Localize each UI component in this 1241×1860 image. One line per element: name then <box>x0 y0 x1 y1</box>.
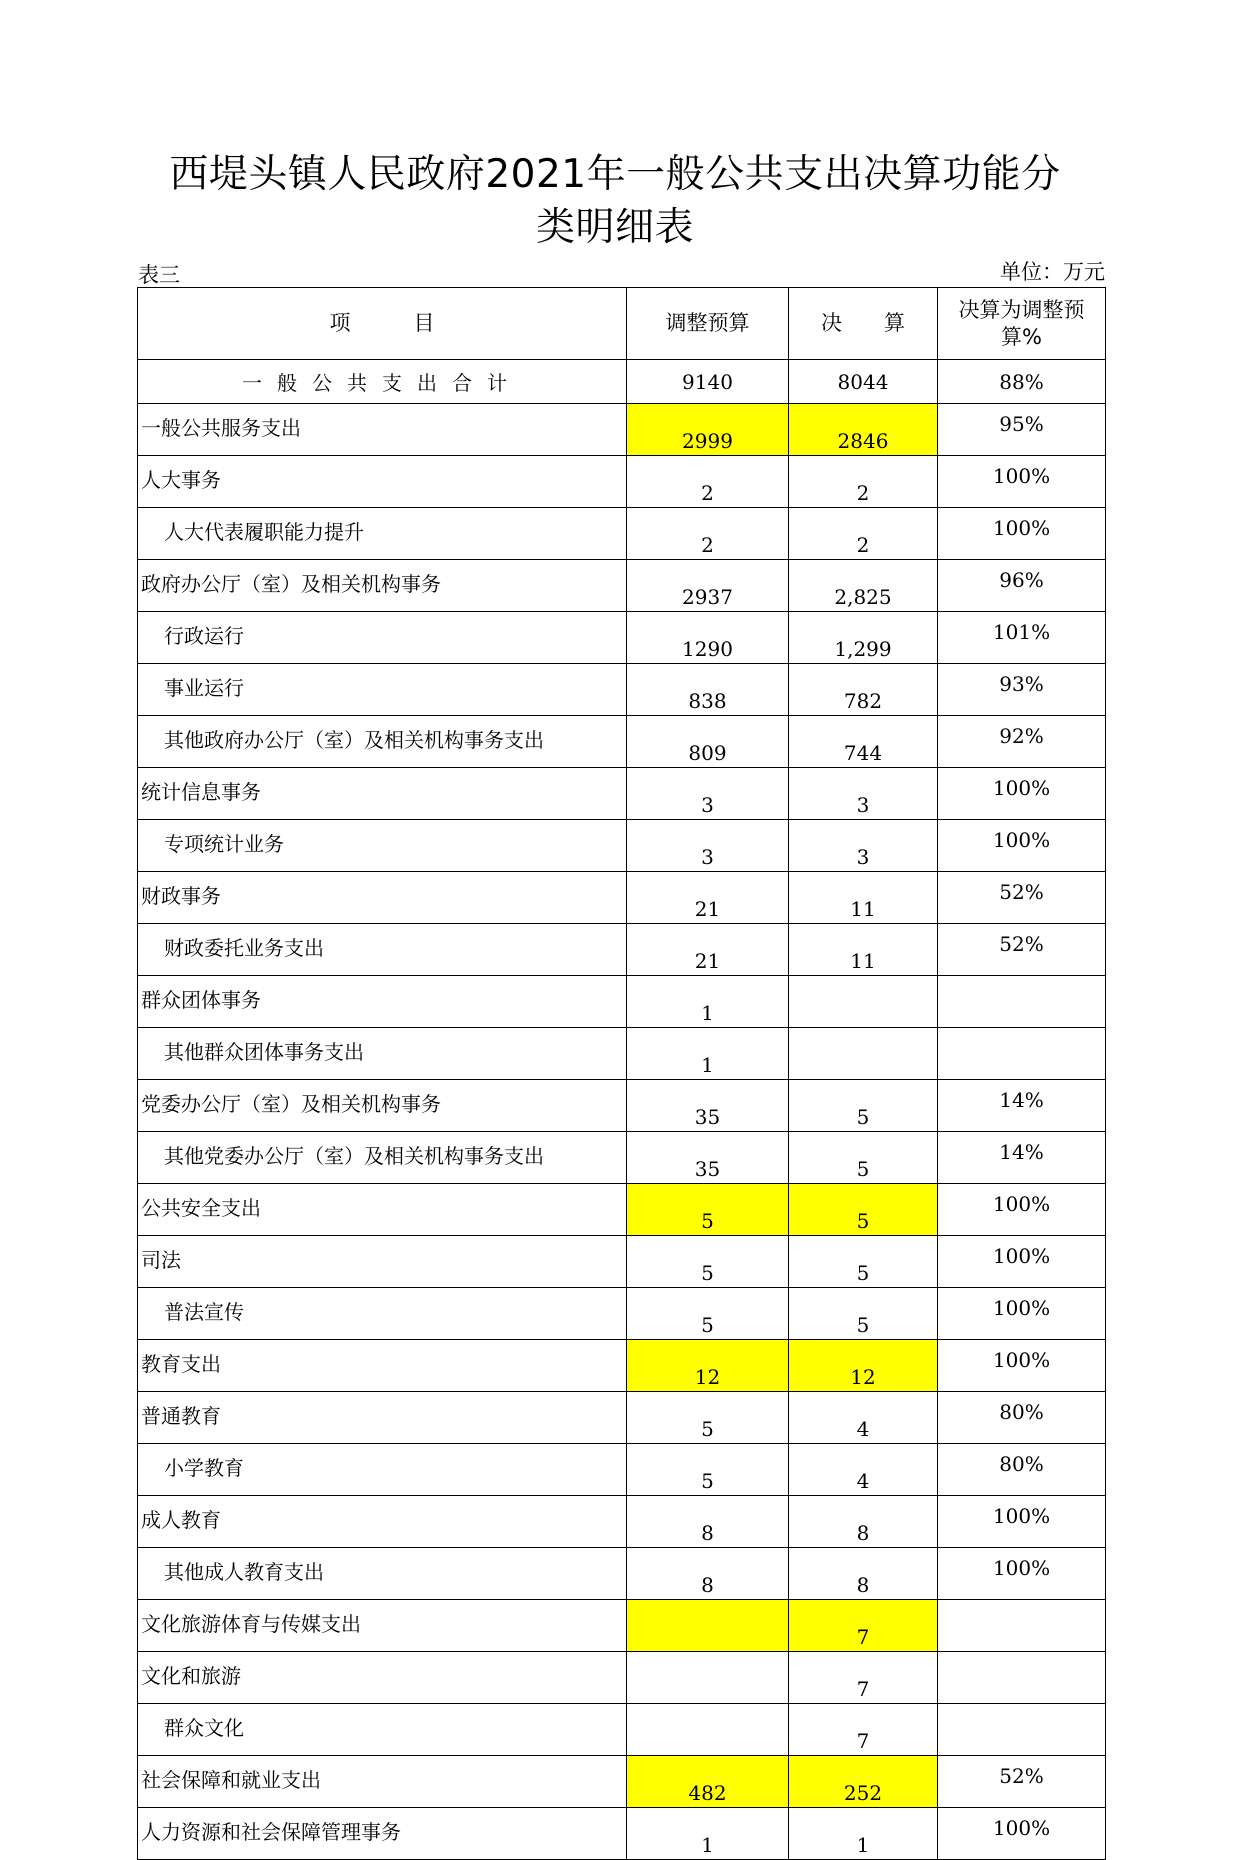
row-final: 7 <box>789 1704 938 1756</box>
row-budget: 8 <box>627 1548 789 1600</box>
row-budget: 5 <box>627 1444 789 1496</box>
table-row <box>138 1288 1106 1340</box>
row-name: 司法 <box>138 1236 627 1288</box>
row-name: 公共安全支出 <box>138 1184 627 1236</box>
row-name: 普通教育 <box>138 1392 627 1444</box>
row-ratio: 100% <box>938 508 1106 560</box>
row-final <box>789 976 938 1028</box>
row-final: 11 <box>789 872 938 924</box>
row-budget: 1 <box>627 1028 789 1080</box>
header-row <box>138 288 1106 360</box>
row-ratio: 100% <box>938 768 1106 820</box>
table-row <box>138 1184 1106 1236</box>
row-final: 8 <box>789 1496 938 1548</box>
row-ratio <box>938 976 1106 1028</box>
row-name: 成人教育 <box>138 1496 627 1548</box>
row-name: 财政委托业务支出 <box>138 924 627 976</box>
table-number: 表三 <box>138 263 180 287</box>
row-budget: 35 <box>627 1132 789 1184</box>
row-final: 4 <box>789 1444 938 1496</box>
total-final: 8044 <box>789 360 938 404</box>
row-ratio: 14% <box>938 1080 1106 1132</box>
table-row <box>138 664 1106 716</box>
table-row <box>138 1028 1106 1080</box>
row-budget: 5 <box>627 1288 789 1340</box>
row-name: 专项统计业务 <box>138 820 627 872</box>
row-ratio: 100% <box>938 1184 1106 1236</box>
row-name: 行政运行 <box>138 612 627 664</box>
table-row <box>138 820 1106 872</box>
row-budget <box>627 1652 789 1704</box>
row-name: 统计信息事务 <box>138 768 627 820</box>
row-ratio: 80% <box>938 1392 1106 1444</box>
table-row <box>138 456 1106 508</box>
row-budget: 809 <box>627 716 789 768</box>
row-ratio: 52% <box>938 924 1106 976</box>
table-row <box>138 404 1106 456</box>
row-budget: 1 <box>627 976 789 1028</box>
row-name: 一般公共服务支出 <box>138 404 627 456</box>
row-final: 744 <box>789 716 938 768</box>
row-final: 5 <box>789 1184 938 1236</box>
table-row <box>138 508 1106 560</box>
table-row <box>138 1652 1106 1704</box>
row-budget <box>627 1704 789 1756</box>
header-ratio <box>938 288 1106 360</box>
row-final: 2 <box>789 508 938 560</box>
table-row <box>138 1444 1106 1496</box>
row-budget: 2999 <box>627 404 789 456</box>
row-budget: 8 <box>627 1496 789 1548</box>
table-row <box>138 1548 1106 1600</box>
row-name: 社会保障和就业支出 <box>138 1756 627 1808</box>
table-row <box>138 612 1106 664</box>
row-budget: 2 <box>627 508 789 560</box>
table-row <box>138 1808 1106 1860</box>
row-budget: 1290 <box>627 612 789 664</box>
row-ratio: 100% <box>938 456 1106 508</box>
budget-table <box>137 287 1106 1860</box>
row-ratio: 96% <box>938 560 1106 612</box>
header-budget: 调整预算 <box>627 288 789 360</box>
row-ratio: 52% <box>938 1756 1106 1808</box>
row-ratio <box>938 1600 1106 1652</box>
row-budget: 5 <box>627 1184 789 1236</box>
row-name: 党委办公厅（室）及相关机构事务 <box>138 1080 627 1132</box>
row-ratio: 100% <box>938 1496 1106 1548</box>
row-final: 7 <box>789 1600 938 1652</box>
row-final: 782 <box>789 664 938 716</box>
table-row <box>138 1340 1106 1392</box>
total-name: 一般公共支出合计 <box>138 360 627 404</box>
total-row <box>138 360 1106 404</box>
title-line-2: 类明细表 <box>535 205 694 250</box>
row-ratio: 95% <box>938 404 1106 456</box>
header-item: 项 目 <box>138 288 627 360</box>
row-budget <box>627 1600 789 1652</box>
row-name: 人大代表履职能力提升 <box>138 508 627 560</box>
row-ratio: 92% <box>938 716 1106 768</box>
row-ratio <box>938 1652 1106 1704</box>
row-name: 财政事务 <box>138 872 627 924</box>
row-ratio: 100% <box>938 1548 1106 1600</box>
row-final: 3 <box>789 820 938 872</box>
row-ratio: 100% <box>938 1236 1106 1288</box>
table-row <box>138 1704 1106 1756</box>
row-name: 政府办公厅（室）及相关机构事务 <box>138 560 627 612</box>
row-ratio: 80% <box>938 1444 1106 1496</box>
table-row <box>138 768 1106 820</box>
row-final <box>789 1028 938 1080</box>
row-ratio: 100% <box>938 1808 1106 1860</box>
table-row <box>138 1756 1106 1808</box>
row-final: 252 <box>789 1756 938 1808</box>
page-title <box>120 148 1110 254</box>
header-ratio-line-1: 决算为调整预 <box>958 297 1085 322</box>
row-name: 其他成人教育支出 <box>138 1548 627 1600</box>
row-ratio: 101% <box>938 612 1106 664</box>
row-final: 7 <box>789 1652 938 1704</box>
title-line-1: 西堤头镇人民政府2021年一般公共支出决算功能分 <box>169 152 1061 197</box>
row-budget: 838 <box>627 664 789 716</box>
row-budget: 35 <box>627 1080 789 1132</box>
row-budget: 21 <box>627 872 789 924</box>
row-budget: 2937 <box>627 560 789 612</box>
table-row <box>138 924 1106 976</box>
table-row <box>138 976 1106 1028</box>
table-row <box>138 872 1106 924</box>
row-name: 群众文化 <box>138 1704 627 1756</box>
row-budget: 12 <box>627 1340 789 1392</box>
unit-label: 单位：万元 <box>1000 260 1105 284</box>
row-name: 人大事务 <box>138 456 627 508</box>
row-ratio: 100% <box>938 1288 1106 1340</box>
row-final: 12 <box>789 1340 938 1392</box>
row-budget: 2 <box>627 456 789 508</box>
total-budget: 9140 <box>627 360 789 404</box>
row-name: 文化旅游体育与传媒支出 <box>138 1600 627 1652</box>
row-ratio: 14% <box>938 1132 1106 1184</box>
row-final: 2846 <box>789 404 938 456</box>
row-name: 小学教育 <box>138 1444 627 1496</box>
row-budget: 1 <box>627 1808 789 1860</box>
row-final: 3 <box>789 768 938 820</box>
row-name: 文化和旅游 <box>138 1652 627 1704</box>
row-name: 普法宣传 <box>138 1288 627 1340</box>
row-final: 5 <box>789 1080 938 1132</box>
row-budget: 482 <box>627 1756 789 1808</box>
row-name: 其他政府办公厅（室）及相关机构事务支出 <box>138 716 627 768</box>
row-name: 人力资源和社会保障管理事务 <box>138 1808 627 1860</box>
row-final: 5 <box>789 1236 938 1288</box>
row-final: 5 <box>789 1132 938 1184</box>
row-ratio: 93% <box>938 664 1106 716</box>
header-final: 决 算 <box>789 288 938 360</box>
row-name: 教育支出 <box>138 1340 627 1392</box>
table-row <box>138 1392 1106 1444</box>
table-row <box>138 1600 1106 1652</box>
row-budget: 21 <box>627 924 789 976</box>
table-row <box>138 716 1106 768</box>
table-row <box>138 1080 1106 1132</box>
row-name: 其他党委办公厅（室）及相关机构事务支出 <box>138 1132 627 1184</box>
row-final: 1 <box>789 1808 938 1860</box>
row-budget: 3 <box>627 820 789 872</box>
row-budget: 3 <box>627 768 789 820</box>
row-budget: 5 <box>627 1236 789 1288</box>
row-final: 5 <box>789 1288 938 1340</box>
row-ratio <box>938 1704 1106 1756</box>
row-ratio: 100% <box>938 820 1106 872</box>
row-final: 4 <box>789 1392 938 1444</box>
row-ratio: 100% <box>938 1340 1106 1392</box>
table-row <box>138 1236 1106 1288</box>
row-final: 2,825 <box>789 560 938 612</box>
total-ratio: 88% <box>938 360 1106 404</box>
row-ratio: 52% <box>938 872 1106 924</box>
row-final: 1,299 <box>789 612 938 664</box>
table-row <box>138 1132 1106 1184</box>
row-name: 群众团体事务 <box>138 976 627 1028</box>
table-row <box>138 560 1106 612</box>
row-ratio <box>938 1028 1106 1080</box>
row-name: 其他群众团体事务支出 <box>138 1028 627 1080</box>
row-final: 8 <box>789 1548 938 1600</box>
row-budget: 5 <box>627 1392 789 1444</box>
header-ratio-line-2: 算% <box>1001 324 1042 349</box>
row-final: 11 <box>789 924 938 976</box>
row-final: 2 <box>789 456 938 508</box>
row-name: 事业运行 <box>138 664 627 716</box>
table-row <box>138 1496 1106 1548</box>
